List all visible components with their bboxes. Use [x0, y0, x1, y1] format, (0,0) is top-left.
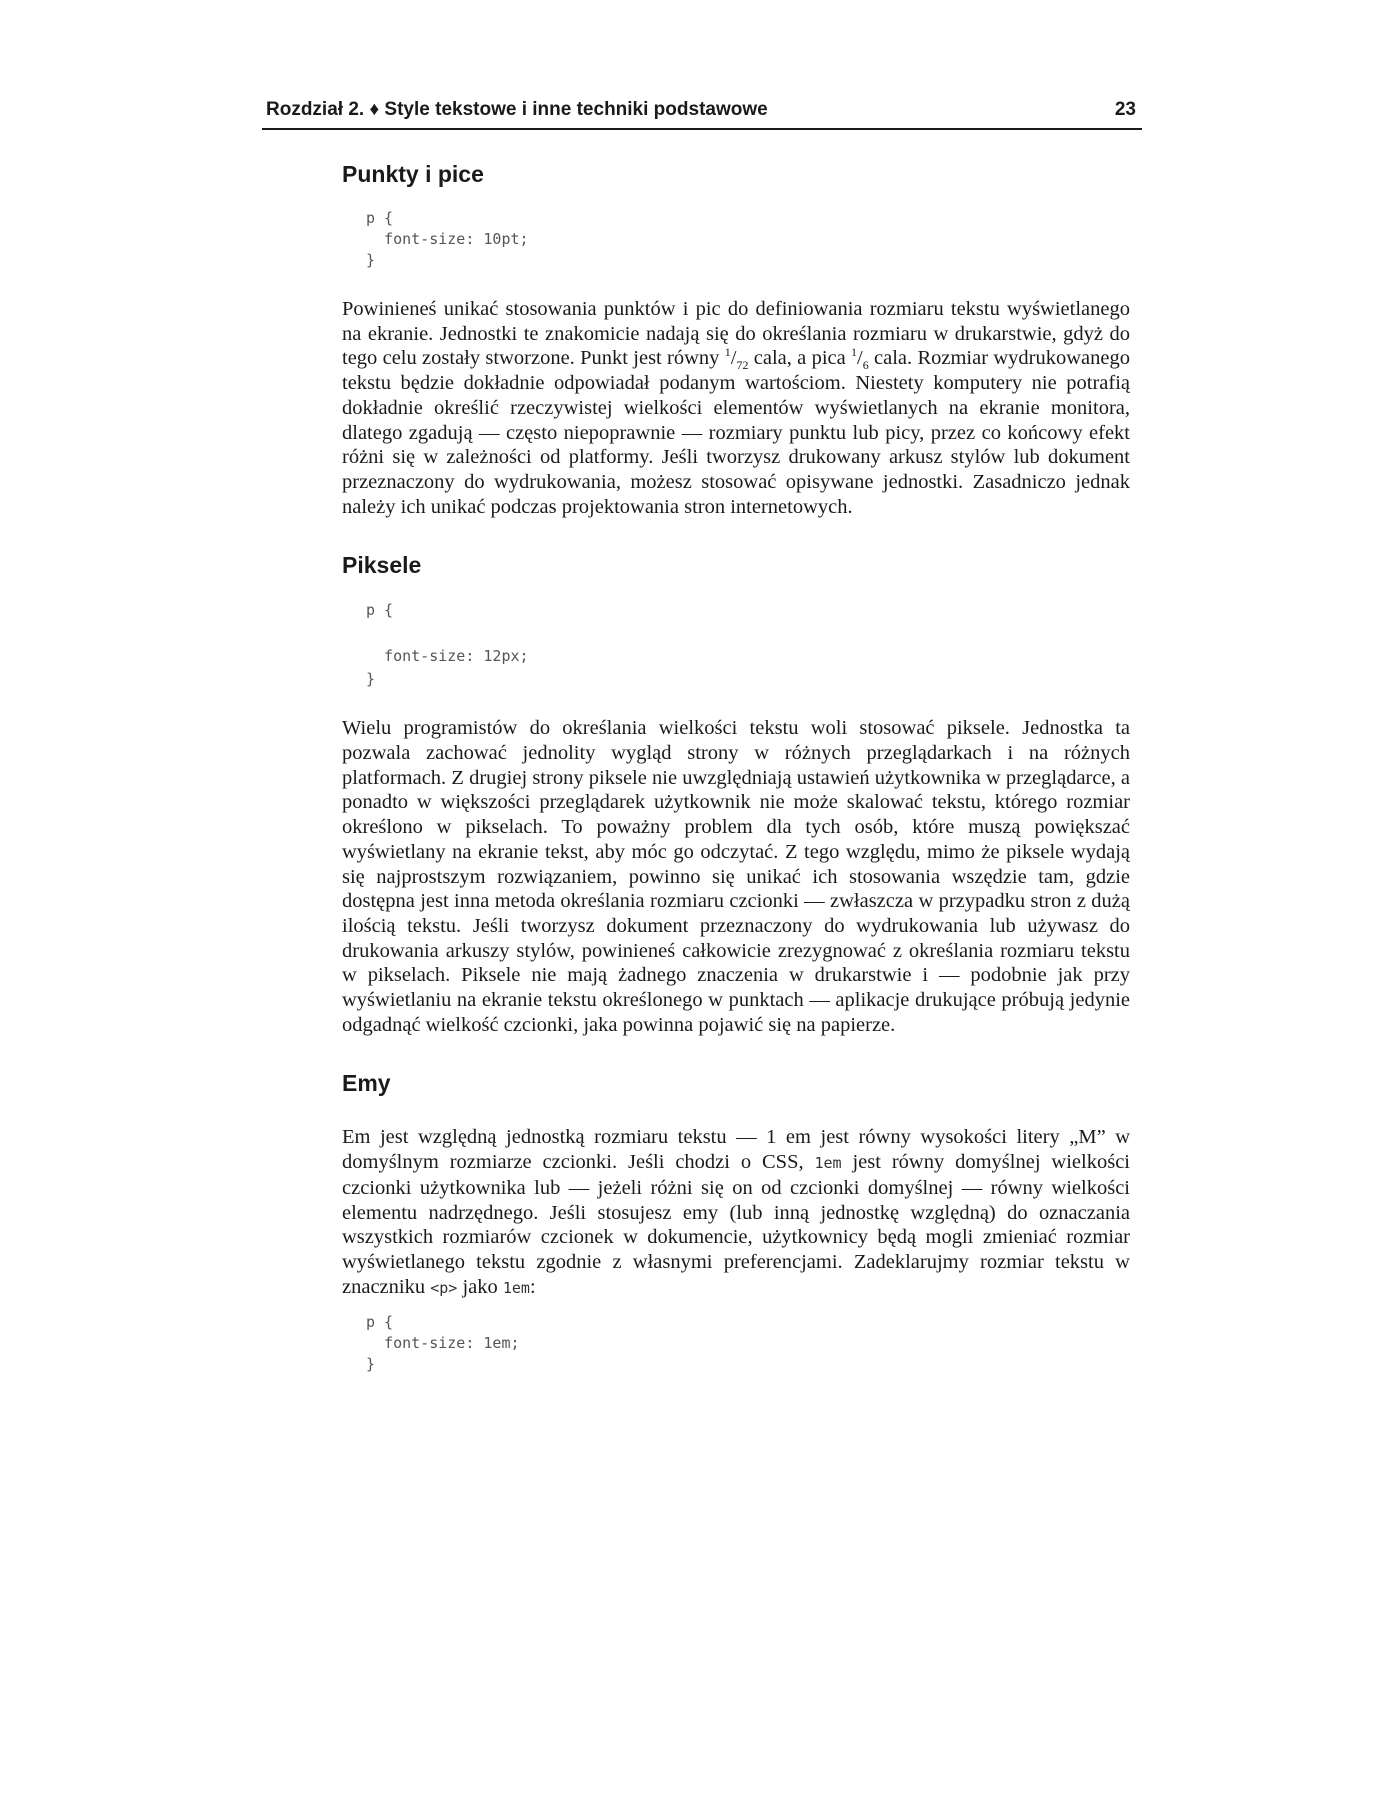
paragraph-piksele: Wielu programistów do określania wielkości tekstu woli stosować piksele. Jednostka ta pozwala zachować jednolity wygląd strony w różnych przeglądarkach i na różnych platformach. Z drugiej strony piksele nie uwzględniają ustawień użytkownika w przeglądarce, a ponadto w większości przeglądarek użytkownik nie może skalować tekstu, którego rozmiar określono w pikselach. To poważny problem dla tych osób, które muszą powiększać wyświetlany na ekranie tekst, aby móc go odczytać. Z tego względu, mimo że piksele wydają się najprostszym rozwiązaniem, powinno się unikać ich stosowania wszędzie tam, gdzie dostępna jest inna metoda określania rozmiaru czcionki — zwłaszcza w przypadku stron z dużą ilością tekstu. Jeśli tworzysz dokument przeznaczony do wydrukowania lub używasz do drukowania arkuszy stylów, powinieneś całkowicie zrezygnować z określania rozmiaru tekstu w pikselach. Piksele nie mają żadnego znaczenia w drukarstwie i — podobnie jak przy wyświetlaniu na ekranie tekstu określonego w punktach — aplikacje drukujące próbują jedynie odgadnąć wielkość czcionki, jaka powinna pojawić się na papierze. — [342, 717, 1130, 1036]
paragraph-punkty: Powinieneś unikać stosowania punktów i pic do definiowania rozmiaru tekstu wyświetlanego na ekranie. Jednostki te znakomicie nadają się do określania rozmiaru w drukarstwie, gdyż do tego celu zostały stworzone. Punkt jest równy $^1/_{72}$ cala, a pica $^1/_6$ cala. Rozmiar wydrukowanego tekstu będzie dokładnie odpowiadał podanym wartościom. Niestety komputery nie potrafią dokładnie określić rzeczywistej wielkości elementów wyświetlanych na ekranie monitora, dlatego zgadują — często niepoprawnie — rozmiary punktu lub picy, przez co końcowy efekt różni się w zależności od platformy. Jeśli tworzysz drukowany arkusz stylów lub dokument przeznaczony do wydrukowania, możesz stosować opisywane jednostki. Zasadniczo jednak należy ich unikać podczas projektowania stron internetowych. — [342, 298, 1130, 518]
section-heading-piksele: Piksele — [342, 552, 422, 579]
code-block-pt: p { font-size: 10pt; } — [366, 209, 529, 269]
page-number: 23 — [1114, 99, 1136, 120]
code-block-em: p { font-size: 1em; } — [366, 1313, 520, 1374]
text-span: jako — [457, 1275, 503, 1298]
inline-code: 1em — [502, 1278, 530, 1297]
running-head — [262, 96, 1142, 130]
inline-code: 1em — [814, 1154, 842, 1173]
text-span: : — [529, 1275, 536, 1298]
paragraph-emy — [342, 1125, 1130, 1300]
text-span: cala. Rozmiar wydrukowanego tekstu będzie dokładnie odpowiadał podanym wartościom. Niestety komputery nie potrafią dokładnie określić rzeczywistej wielkości elementów wyświetlanych na ekranie monitora, dlatego zgadują — często niepoprawnie — rozmiary punktu lub picy, przez co końcowy efekt różni się w zależności od platformy. Jeśli tworzysz drukowany arkusz stylów lub dokument przeznaczony do wydrukowania, możesz stosować opisywane jednostki. Zasadniczo jednak należy ich unikać podczas projektowania stron internetowych. — [342, 347, 1130, 518]
fraction-denominator: 6 — [862, 358, 869, 373]
section-heading-emy: Emy — [342, 1070, 391, 1097]
text-span: Em jest względną jednostką rozmiaru tekstu — 1 em jest równy wysokości litery „M” w domyślnym rozmiarze czcionki. Jeśli chodzi o CSS, — [342, 1126, 1130, 1174]
text-span: cala, a pica — [748, 347, 852, 370]
text-span: jest równy domyślnej wielkości czcionki użytkownika lub — jeżeli różni się on od czcionki domyślnej — równy wielkości elementu nadrzędnego. Jeśli stosujesz emy (lub inną jednostkę względną) do oznaczania wszystkich rozmiarów czcionek w dokumencie, użytkownicy będą mogli zmieniać rozmiar wyświetlanego tekstu zgodnie z własnymi preferencjami. Zadeklarujmy rozmiar tekstu w znaczniku — [342, 1151, 1130, 1298]
chapter-title: Rozdział 2. ♦ Style tekstowe i inne techniki podstawowe — [266, 99, 768, 120]
fraction-numerator: 1 — [724, 345, 731, 360]
text-span: Powinieneś unikać stosowania punktów i pic do definiowania rozmiaru tekstu wyświetlanego na ekranie. Jednostki te znakomicie nadają się do określania rozmiaru w drukarstwie, gdyż do tego celu zostały stworzone. Punkt jest równy — [342, 298, 1130, 370]
section-heading-punkty: Punkty i pice — [342, 161, 484, 187]
fraction-denominator: 72 — [736, 358, 749, 373]
page-content — [342, 158, 1130, 1375]
inline-code: <p> — [430, 1278, 458, 1297]
fraction-numerator: 1 — [851, 345, 858, 360]
code-block-px: p { font-size: 12px; } — [366, 601, 529, 689]
